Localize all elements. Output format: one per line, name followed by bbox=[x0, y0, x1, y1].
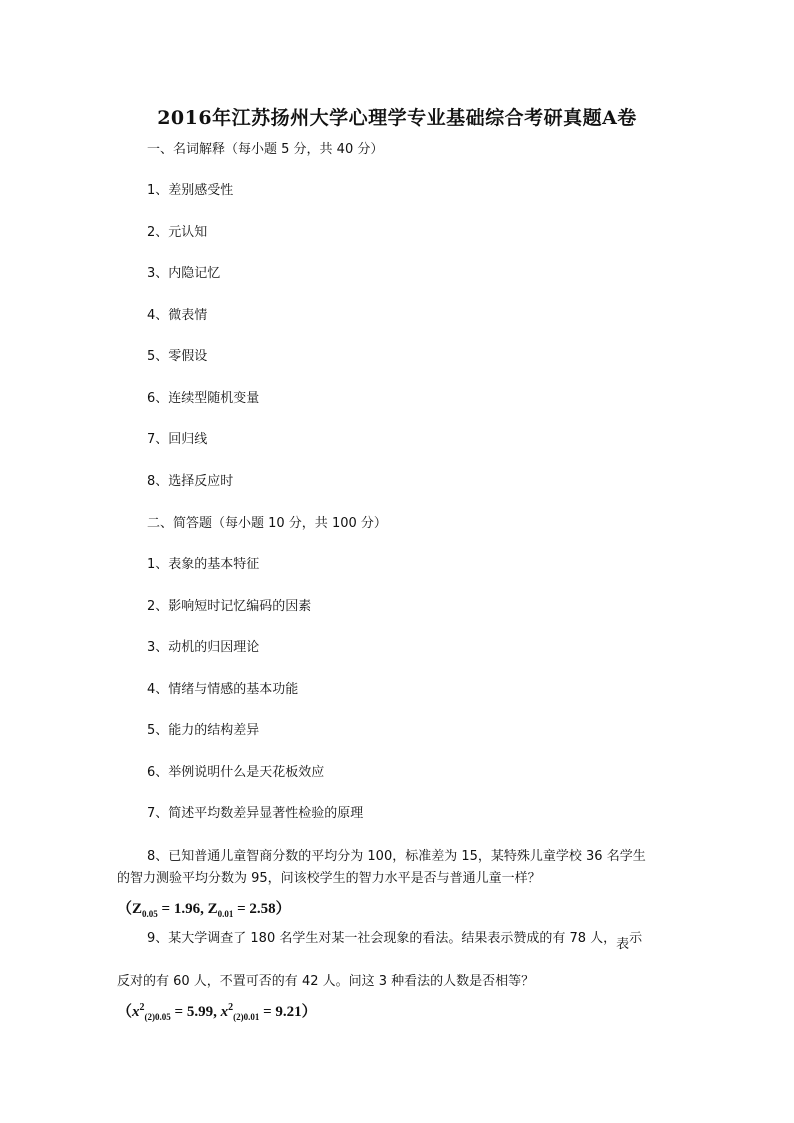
question-8-line-2: 的智力测验平均分数为 95，问该校学生的智力水平是否与普通儿童一样？ bbox=[117, 871, 541, 886]
formula-z-values: （$Z_{0.05} = 1.96$, $Z_{0.01} = 2.58$） bbox=[117, 901, 291, 919]
list-item: 5、零假设 bbox=[147, 349, 208, 364]
list-item: 5、能力的结构差异 bbox=[147, 723, 260, 738]
list-item: 3、内隐记忆 bbox=[147, 266, 221, 281]
list-item: 4、微表情 bbox=[147, 308, 208, 323]
question-9-line-2: 反对的有 60 人，不置可否的有 42 人。问这 3 种看法的人数是否相等？ bbox=[117, 974, 535, 989]
list-item: 1、表象的基本特征 bbox=[147, 557, 260, 572]
list-item: 6、举例说明什么是天花板效应 bbox=[147, 765, 325, 780]
section-heading-1: 一、名词解释（每小题 5 分，共 40 分） bbox=[147, 142, 384, 157]
list-item: 6、连续型随机变量 bbox=[147, 391, 260, 406]
section-heading-2: 二、简答题（每小题 10 分，共 100 分） bbox=[147, 516, 387, 531]
formula-chi-values: （$x^2_{(2)0.05} = 5.99$, $x^2_{(2)0.01} = 9.21$） bbox=[117, 1002, 317, 1022]
list-item: 2、元认知 bbox=[147, 225, 208, 240]
question-8-line-1: 8、已知普通儿童智商分数的平均分为 100，标准差为 15，某特殊儿童学校 36 名学生 bbox=[147, 849, 646, 864]
list-item: 3、动机的归因理论 bbox=[147, 640, 260, 655]
list-item: 7、回归线 bbox=[147, 432, 208, 447]
question-9-line-1: 9、某大学调查了 180 名学生对某一社会现象的看法。结果表示赞成的有 78 人，表示 bbox=[147, 931, 643, 952]
list-item: 7、简述平均数差异显著性检验的原理 bbox=[147, 806, 364, 821]
page-title: 2016年江苏扬州大学心理学专业基础综合考研真题A卷 bbox=[157, 107, 637, 129]
list-item: 4、情绪与情感的基本功能 bbox=[147, 682, 299, 697]
list-item: 1、差别感受性 bbox=[147, 183, 234, 198]
list-item: 8、选择反应时 bbox=[147, 474, 234, 489]
question-8 bbox=[117, 846, 677, 890]
list-item: 2、影响短时记忆编码的因素 bbox=[147, 599, 312, 614]
